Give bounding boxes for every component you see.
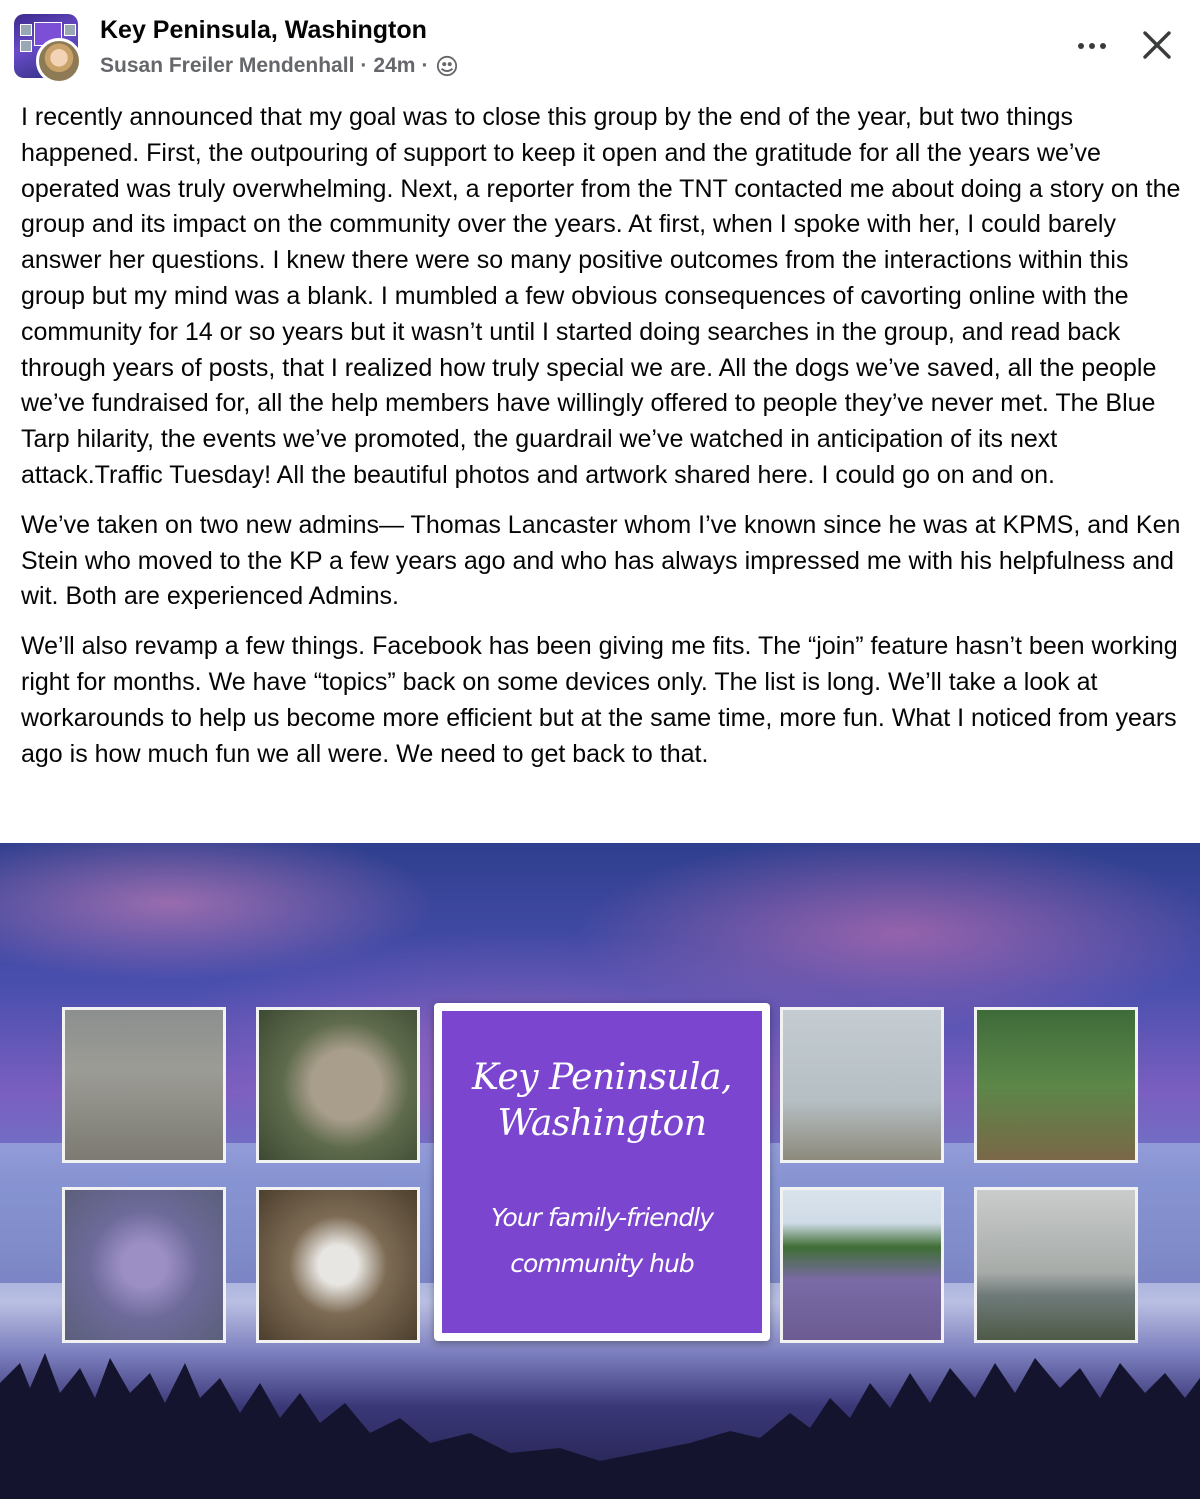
group-avatar-photo bbox=[20, 40, 32, 52]
photo-tile-eagles bbox=[780, 1007, 944, 1163]
post-paragraph: We’ll also revamp a few things. Facebook has been giving me fits. The “join” feature hasn’t been working right for months. We have “topics” back on some devices only. The list is long. We’ll take a look at workarounds to help us become more efficient but at the same time, more fun. What I noticed from years ago is how much fun we all were. We need to get back to that. bbox=[21, 632, 1178, 768]
group-cover-card-inner bbox=[442, 1011, 762, 1333]
close-icon[interactable] bbox=[1136, 24, 1178, 66]
author-avatar[interactable] bbox=[36, 38, 82, 84]
more-dot bbox=[1089, 43, 1095, 49]
cover-title bbox=[442, 1055, 762, 1147]
cover-title-line: Washington bbox=[497, 1103, 707, 1144]
cover-subtitle bbox=[442, 1195, 762, 1287]
photo-tile-tree-shore bbox=[974, 1187, 1138, 1343]
cover-subtitle-line: community hub bbox=[510, 1249, 694, 1278]
meta-separator: · bbox=[421, 54, 429, 77]
post-image[interactable] bbox=[0, 843, 1200, 1499]
more-options-icon[interactable] bbox=[1072, 30, 1112, 62]
more-dot bbox=[1100, 43, 1106, 49]
treeline-silhouette bbox=[0, 1343, 1200, 1499]
group-avatar-photo bbox=[64, 24, 76, 36]
post-paragraph: We’ve taken on two new admins— Thomas Lancaster whom I’ve known since he was at KPMS, and Ken Stein who moved to the KP a few years ago and who has always impressed me with his helpfulness and wit. Both are experienced Admins. bbox=[21, 510, 1181, 611]
photo-tile-owls bbox=[256, 1007, 420, 1163]
post-body bbox=[21, 100, 1183, 786]
post-timestamp[interactable]: 24m bbox=[373, 54, 416, 77]
photo-tile-finch bbox=[974, 1007, 1138, 1163]
more-dot bbox=[1078, 43, 1084, 49]
post-meta bbox=[100, 54, 458, 78]
photo-tile-turkeys bbox=[62, 1007, 226, 1163]
meta-separator: · bbox=[360, 54, 368, 77]
photo-tile-lavender-field bbox=[780, 1187, 944, 1343]
post-paragraph: I recently announced that my goal was to close this group by the end of the year, but two things happened. First, the outpouring of support to keep it open and the gratitude for all the years we’ve operated was truly overwhelming. Next, a reporter from the TNT contacted me about doing a story on the group and its impact on the community over the years. At first, when I spoke with her, I could barely answer her questions. I knew there were so many positive outcomes from the interactions within this group but my mind was a blank. I mumbled a few obvious consequences of cavorting online with the community for 14 or so years but it wasn’t until I started doing searches in the group, and read back through years of posts, that I realized how truly special we are. All the dogs we’ve saved, all the people we’ve fundraised for, all the help members have willingly offered to people they’ve never met. The Blue Tarp hilarity, the events we’ve promoted, the guardrail we’ve watched in anticipation of its next attack.Traffic Tuesday! All the beautiful photos and artwork shared here. I could go on and on. bbox=[21, 103, 1181, 489]
cover-title-line: Key Peninsula, bbox=[472, 1057, 732, 1098]
group-cover-card bbox=[434, 1003, 770, 1341]
photo-tile-ghost-pipe bbox=[256, 1187, 420, 1343]
post-header bbox=[0, 0, 1200, 96]
group-name-link[interactable]: Key Peninsula, Washington bbox=[100, 16, 427, 44]
globe-icon[interactable] bbox=[436, 55, 458, 77]
author-name-link[interactable]: Susan Freiler Mendenhall bbox=[100, 54, 355, 77]
cover-subtitle-line: Your family-friendly bbox=[490, 1203, 714, 1232]
group-avatar-photo bbox=[20, 24, 32, 36]
photo-tile-lavender-bee bbox=[62, 1187, 226, 1343]
